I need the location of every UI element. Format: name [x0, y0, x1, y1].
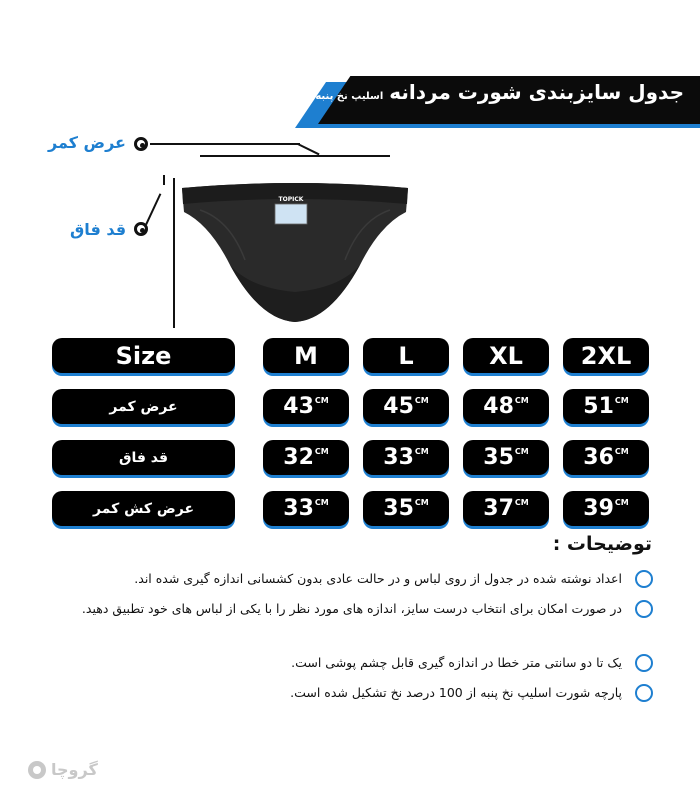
cell-waist-xl: 48 $^{CM}$: [463, 389, 549, 424]
size-header-xl: XL: [463, 338, 549, 373]
notes-title: توضیحات :: [552, 533, 652, 555]
crotch-annotation-label: قد فاق: [70, 220, 127, 239]
cell-crotch-2xl: 36 $^{CM}$: [563, 440, 649, 475]
cell-waistband-m: 33 $^{CM}$: [263, 491, 349, 526]
size-header-l: L: [363, 338, 449, 373]
title-sub: اسلیپ نخ پنبه: [315, 91, 384, 102]
cell-waist-l: 45 $^{CM}$: [363, 389, 449, 424]
circle-bullet-icon: [635, 654, 653, 672]
title-main: جدول سایزبندی شورت مردانه: [389, 80, 684, 104]
row-label-crotch: قد فاق: [52, 440, 235, 475]
waist-width-line: [200, 155, 390, 157]
waist-guide-diagonal: [297, 143, 319, 155]
cell-waistband-l: 35 $^{CM}$: [363, 491, 449, 526]
circle-bullet-icon: [635, 600, 653, 618]
note-item: اعداد نوشته شده در جدول از روی لباس و در حالت عادی بدون کشسانی اندازه گیری شده اند.: [134, 571, 622, 586]
watermark: [28, 760, 98, 779]
brand-logo-icon: [28, 761, 46, 779]
title: [315, 80, 684, 120]
note-item: یک تا دو سانتی متر خطا در اندازه گیری قابل چشم پوشی است.: [291, 655, 622, 670]
cell-crotch-l: 33 $^{CM}$: [363, 440, 449, 475]
crotch-guide-tick: [163, 175, 165, 185]
product-tag-text: TOPICK: [278, 196, 304, 203]
size-header: Size: [52, 338, 235, 373]
briefs-image: [170, 170, 420, 330]
circle-bullet-icon: [635, 570, 653, 588]
cell-waistband-xl: 37 $^{CM}$: [463, 491, 549, 526]
cell-waistband-2xl: 39 $^{CM}$: [563, 491, 649, 526]
waist-annotation-label: عرض کمر: [48, 133, 126, 152]
cell-crotch-xl: 35 $^{CM}$: [463, 440, 549, 475]
note-item: پارچه شورت اسلیپ نخ پنبه از 100 درصد نخ تشکیل شده است.: [290, 685, 622, 700]
cell-waist-2xl: 51 $^{CM}$: [563, 389, 649, 424]
waist-marker-icon: [134, 137, 148, 151]
cell-waist-m: 43 $^{CM}$: [263, 389, 349, 424]
row-label-waist: عرض کمر: [52, 389, 235, 424]
waist-guide-line: [150, 143, 300, 145]
row-label-waistband: عرض کش کمر: [52, 491, 235, 526]
size-header-2xl: 2XL: [563, 338, 649, 373]
size-header-m: M: [263, 338, 349, 373]
circle-bullet-icon: [635, 684, 653, 702]
note-item: در صورت امکان برای انتخاب درست سایز، اندازه های مورد نظر را با یکی از لباس های خود تطبیق دهید.: [81, 601, 622, 616]
watermark-text: گروچا: [51, 760, 98, 779]
crotch-guide-diagonal: [146, 194, 162, 225]
cell-crotch-m: 32 $^{CM}$: [263, 440, 349, 475]
